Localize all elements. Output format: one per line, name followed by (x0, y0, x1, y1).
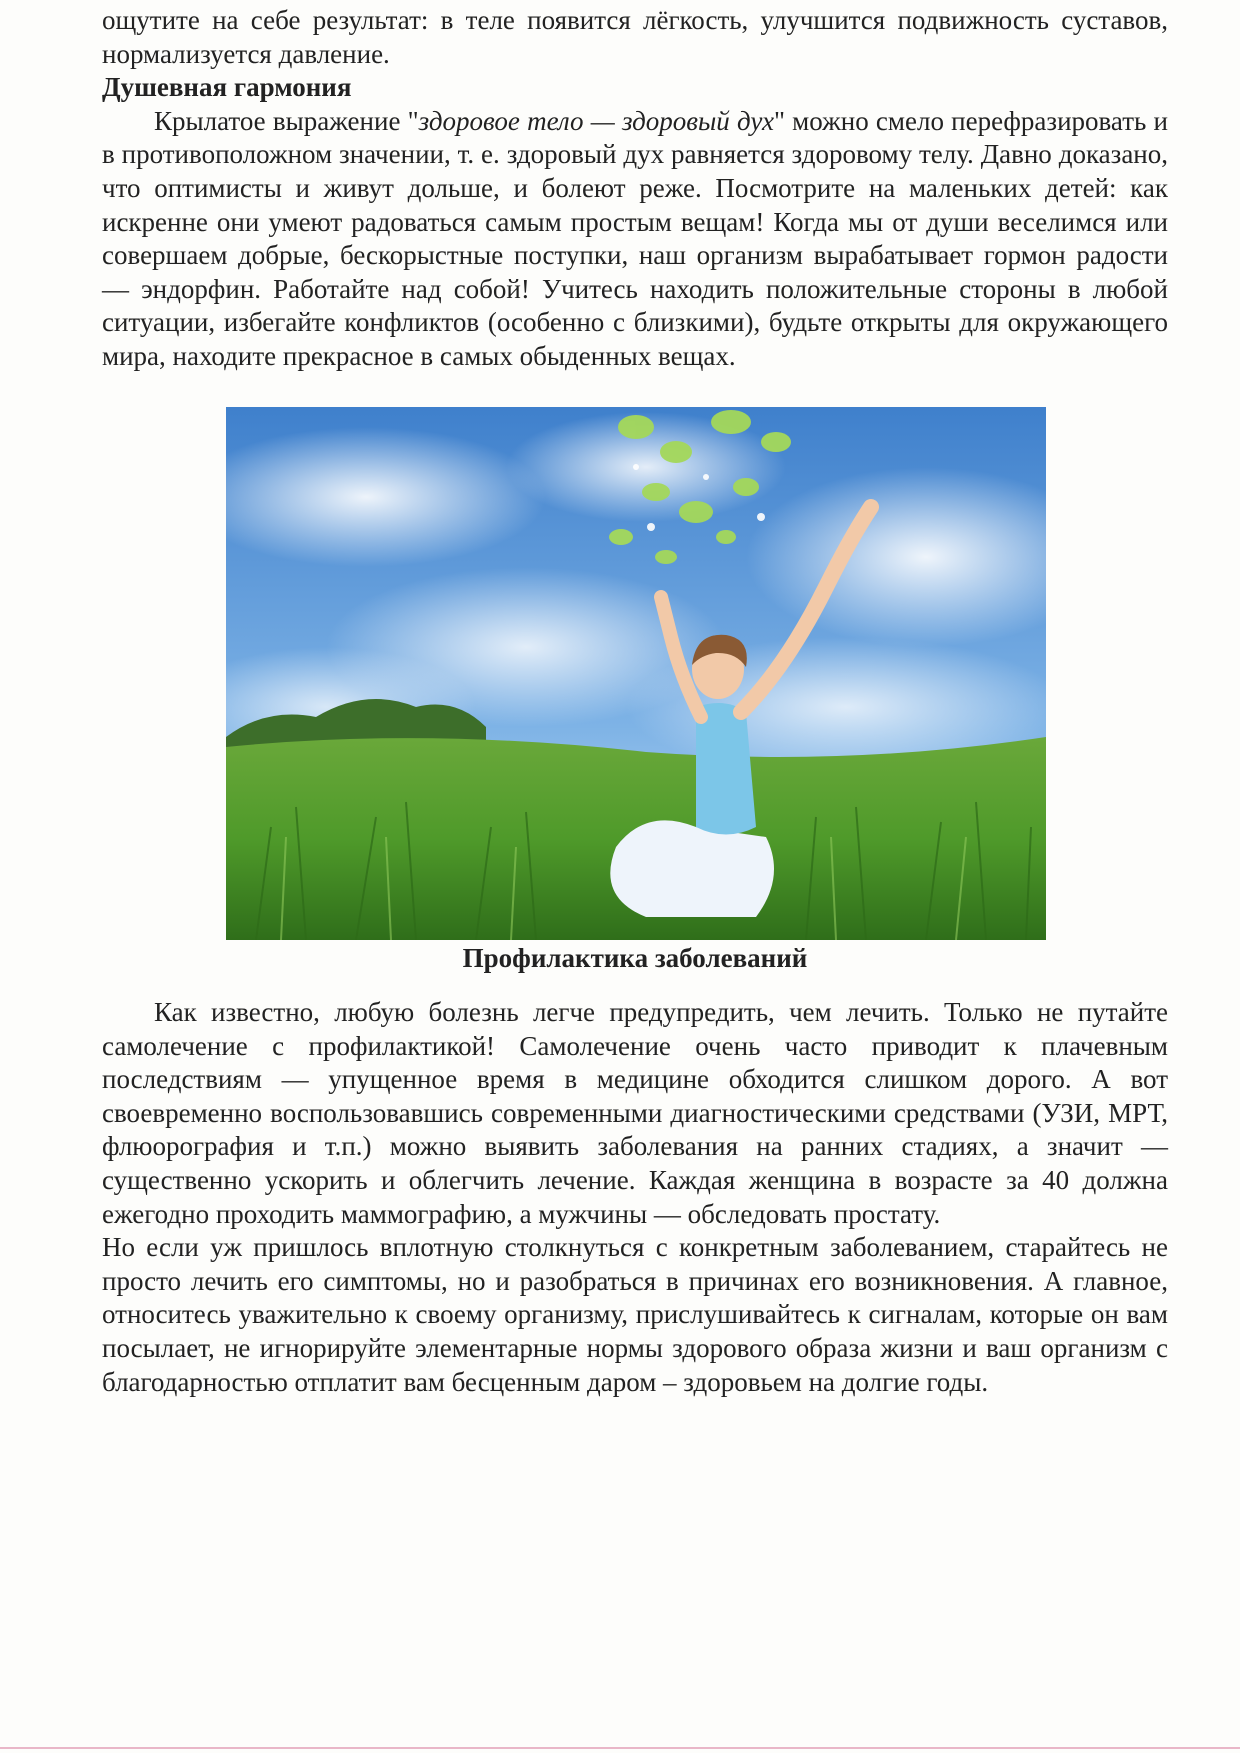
quote-before: Крылатое выражение " (154, 105, 419, 136)
harmony-paragraph (102, 105, 1168, 374)
harmony-heading: Душевная гармония (102, 72, 352, 103)
prevention-section (102, 996, 1168, 1399)
harmony-section (102, 4, 1168, 374)
prevention-heading: Профилактика заболеваний (462, 943, 808, 973)
quote-after: " можно смело перефразировать и в противоположном значении, т. е. здоровый дух равняется здоровому телу. Давно доказано, что оптимисты и живут дольше, и болеют реже. Посмотрите на маленьких детей: как искренне они умеют радоваться самым простым вещам! Когда мы от души веселимся или совершаем добрые, бескорыстные поступки, наш организм вырабатывает гормон радости — эндорфин. Работайте над собой! Учитесь находить положительные стороны в любой ситуации, избегайте конфликтов (особенно с близкими), будьте открыты для окружающего мира, находите прекрасное в самых обыденных вещах. (102, 105, 1168, 371)
prevention-paragraph-1: Как известно, любую болезнь легче предупредить, чем лечить. Только не путайте самолечение с профилактикой! Самолечение очень часто приводит к плачевным последствиям — упущенное время в медицине обходится слишком дорого. А вот своевременно воспользовавшись современными диагностическими средствами (УЗИ, МРТ, флюорография и т.п.) можно выявить заболевания на ранних стадиях, а значит — существенно ускорить и облегчить лечение. Каждая женщина в возрасте за 40 должна ежегодно проходить маммографию, а мужчины — обследовать простату. (102, 997, 1168, 1229)
intro-paragraph: ощутите на себе результат: в теле появится лёгкость, улучшится подвижность суставов, нормализуется давление. (102, 5, 1168, 69)
quote-italic: здоровое тело — здоровый дух (418, 105, 774, 136)
prevention-paragraph-2: Но если уж пришлось вплотную столкнуться с конкретным заболеванием, старайтесь не просто лечить его симптомы, но и разобраться в причинах его возникновения. А главное, относитесь уважительно к своему организму, прислушивайтесь к сигналам, которые он вам посылает, не игнорируйте элементарные нормы здорового образа жизни и ваш организм с благодарностью отплатит вам бесценным даром – здоровьем на долгие годы. (102, 1232, 1168, 1397)
woman-in-meadow-photo (226, 407, 1046, 940)
scan-edge-line (0, 1747, 1240, 1749)
